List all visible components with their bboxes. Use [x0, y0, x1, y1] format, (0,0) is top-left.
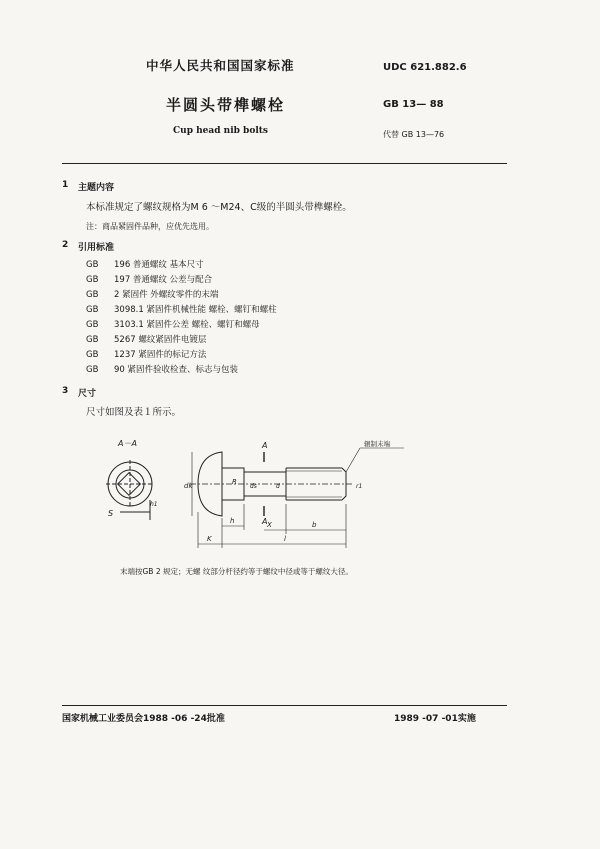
b-label: b [312, 521, 317, 529]
ref-item: GB 5267 螺纹紧固件电镀层 [86, 335, 207, 345]
r1-label: r1 [356, 483, 363, 490]
section-2-title: 引用标准 [78, 243, 115, 253]
ds-label: ds [250, 483, 257, 490]
approval-info: 国家机械工业委员会1988 -06 -24批准 [62, 714, 225, 724]
d-label: d [276, 483, 280, 490]
ref-item: GB 197 普通螺纹 公差与配合 [86, 275, 213, 285]
doc-subtitle: Cup head nib bolts [173, 126, 268, 136]
effective-date: 1989 -07 -01实施 [394, 714, 476, 724]
section-1-number: 1 [62, 180, 69, 190]
dk-label: dk [184, 482, 193, 490]
doc-title: 半圆头带榫螺栓 [166, 96, 286, 114]
r-label: R [232, 478, 237, 486]
ref-item: GB 196 普通螺纹 基本尺寸 [86, 260, 204, 270]
ref-item: GB 3103.1 紧固件公差 螺栓、螺钉和螺母 [86, 320, 260, 330]
bottom-rule [62, 705, 507, 706]
section-1-note: 注：商品紧固件品种，应优先选用。 [86, 222, 214, 231]
section-3-title: 尺寸 [78, 389, 97, 399]
section-1-text: 本标准规定了螺纹规格为M 6 ～M24、C级的半圆头带榫螺栓。 [86, 202, 352, 213]
section-3-number: 3 [62, 386, 69, 396]
cut-label-bottom: A [262, 517, 268, 526]
callout-leader [346, 448, 360, 472]
l-label: l [284, 535, 286, 543]
section-view-label: A－A [118, 439, 137, 448]
figure-caption: 末端按GB 2 规定；无螺 纹部分杆径约等于螺纹中径或等于螺纹大径。 [120, 567, 353, 576]
gb-number: GB 13— 88 [383, 99, 444, 110]
cut-label-top: A [262, 441, 268, 450]
section-1-title: 主题内容 [78, 183, 115, 193]
section-2-number: 2 [62, 240, 69, 250]
k-label: K [207, 535, 212, 543]
issuing-org: 中华人民共和国国家标准 [146, 58, 295, 73]
udc-code: UDC 621.882.6 [383, 62, 467, 73]
h1-label: h1 [150, 501, 158, 508]
h-label: h [230, 517, 235, 525]
ref-item: GB 3098.1 紧固件机械性能 螺栓、螺钉和螺柱 [86, 305, 277, 315]
ref-item: GB 2 紧固件 外螺纹零件的末端 [86, 290, 219, 300]
ref-item: GB 90 紧固件验收检查、标志与包装 [86, 365, 239, 375]
section-3-text: 尺寸如图及表１所示。 [86, 407, 182, 418]
x-label: X [267, 521, 272, 529]
section-s-label: S [108, 509, 114, 518]
replaces-standard: 代替 GB 13—76 [383, 130, 445, 139]
ref-item: GB 1237 紧固件的标记方法 [86, 350, 207, 360]
callout-label: 辗制末端 [364, 440, 390, 448]
